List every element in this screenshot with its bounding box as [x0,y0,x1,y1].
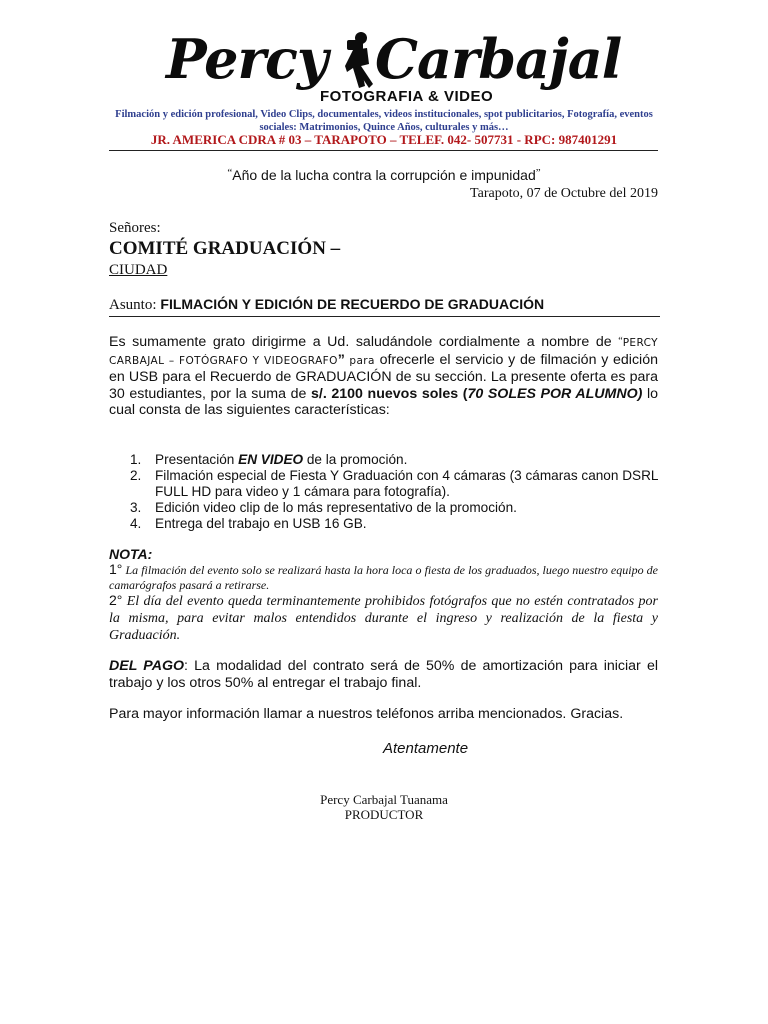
note-1-text: La filmación del evento solo se realizará hasta la hora loca o fiesta de los graduados, luego nuestro equipo de camarógrafos pasará a retirarse. [109,563,658,592]
features-list [109,452,658,532]
feature-number: 3. [130,500,142,515]
intro-text-2: ofrecerle el servicio y de filmación y edición en USB para el Recuerdo de GRADUACIÓN de su sección. La presente oferta es para 30 estudiantes, por la suma de [109,351,658,402]
note-2-text: El día del evento queda terminantemente prohibidos fotógrafos que no estén contratados por la misma, para evitar malos entendidos durante el ingreso y realización de la fiesta y Graduación. [109,594,658,643]
logo-text-last: Carbajal [375,27,622,91]
feature-item [109,468,658,500]
intro-quote-close: ” [337,351,345,368]
feature-item [109,500,658,516]
intro-paragraph [109,334,658,419]
signer-name: Percy Carbajal Tuanama [320,792,448,807]
services-line-1: Filmación y edición profesional, Video Clips, documentales, videos institucionales, spot publicitarios, Fotografía, eventos [115,109,653,120]
photographer-icon [339,30,379,92]
intro-amount: s/. 2100 nuevos soles ( [310,385,468,402]
feature-text: Edición video clip de lo más representativo de la promoción. [155,500,517,515]
signer-role: PRODUCTOR [344,807,424,822]
note-2-number: 2° [109,592,123,608]
intro-company-name: PERCY CARBAJAL – FOTÓGRAFO Y VIDEOGRAFO [109,337,658,367]
feature-item [109,452,658,468]
subject-label: Asunto: [109,297,157,313]
motto-text: Año de la lucha contra la corrupción e impunidad [232,167,536,183]
feature-emphasis: EN VIDEO [238,452,304,467]
motto-open-quote: “ [227,167,233,179]
payment-paragraph [109,658,658,691]
note-2 [109,592,658,644]
services-description [110,108,658,134]
subject-divider [109,316,660,317]
letter-date: Tarapoto, 07 de Octubre del 2019 [470,186,658,201]
intro-per-student: 70 SOLES POR ALUMNO) [467,385,643,402]
feature-text: Filmación especial de Fiesta Y Graduación con 4 cámaras (3 cámaras canon DSRL FULL HD para video y 1 cámara para fotografía). [155,468,658,499]
recipient-city: CIUDAD [109,262,168,278]
intro-text-1: Es sumamente grato dirigirme a Ud. saludándole cordialmente a nombre de [109,334,619,350]
feature-text: Entrega del trabajo en USB 16 GB. [155,516,367,531]
salutation: Señores: [109,220,161,236]
feature-number: 2. [130,468,142,483]
services-line-2: sociales: Matrimonios, Quince Años, culturales y más… [259,122,509,133]
letterhead-logo [0,24,768,94]
intro-quote-open: “ [618,336,623,347]
more-info: Para mayor información llamar a nuestros teléfonos arriba mencionados. Gracias. [109,706,624,722]
intro-text-3: lo cual consta de las siguientes características: [109,385,658,418]
header-divider [109,150,658,151]
logo-tagline: FOTOGRAFIA & VIDEO [320,88,494,105]
subject-text: FILMACIÓN Y EDICIÓN DE RECUERDO DE GRADUACIÓN [160,296,545,312]
payment-text: : La modalidad del contrato será de 50% de amortización para iniciar el trabajo y los otros 50% al entregar el trabajo final. [109,658,658,691]
notes-title: NOTA: [109,546,153,562]
closing-salute: Atentamente [383,740,469,757]
contact-info: JR. AMERICA CDRA # 03 – TARAPOTO – TELEF. 042- 507731 - RPC: 987401291 [150,132,618,147]
logo-text-first: Percy [166,27,328,91]
feature-number: 1. [130,452,142,467]
feature-number: 4. [130,516,142,531]
payment-label: DEL PAGO [109,658,185,674]
note-1-number: 1° [109,561,123,577]
year-motto [110,167,658,183]
feature-item [109,516,658,532]
feature-text: Presentación [155,452,239,467]
recipient: COMITÉ GRADUACIÓN – [109,238,341,259]
subject-line [109,296,544,314]
motto-close-quote: ” [535,167,541,179]
intro-para-word: para [344,354,375,367]
note-1 [109,562,658,592]
feature-text-end: de la promoción. [303,452,408,467]
